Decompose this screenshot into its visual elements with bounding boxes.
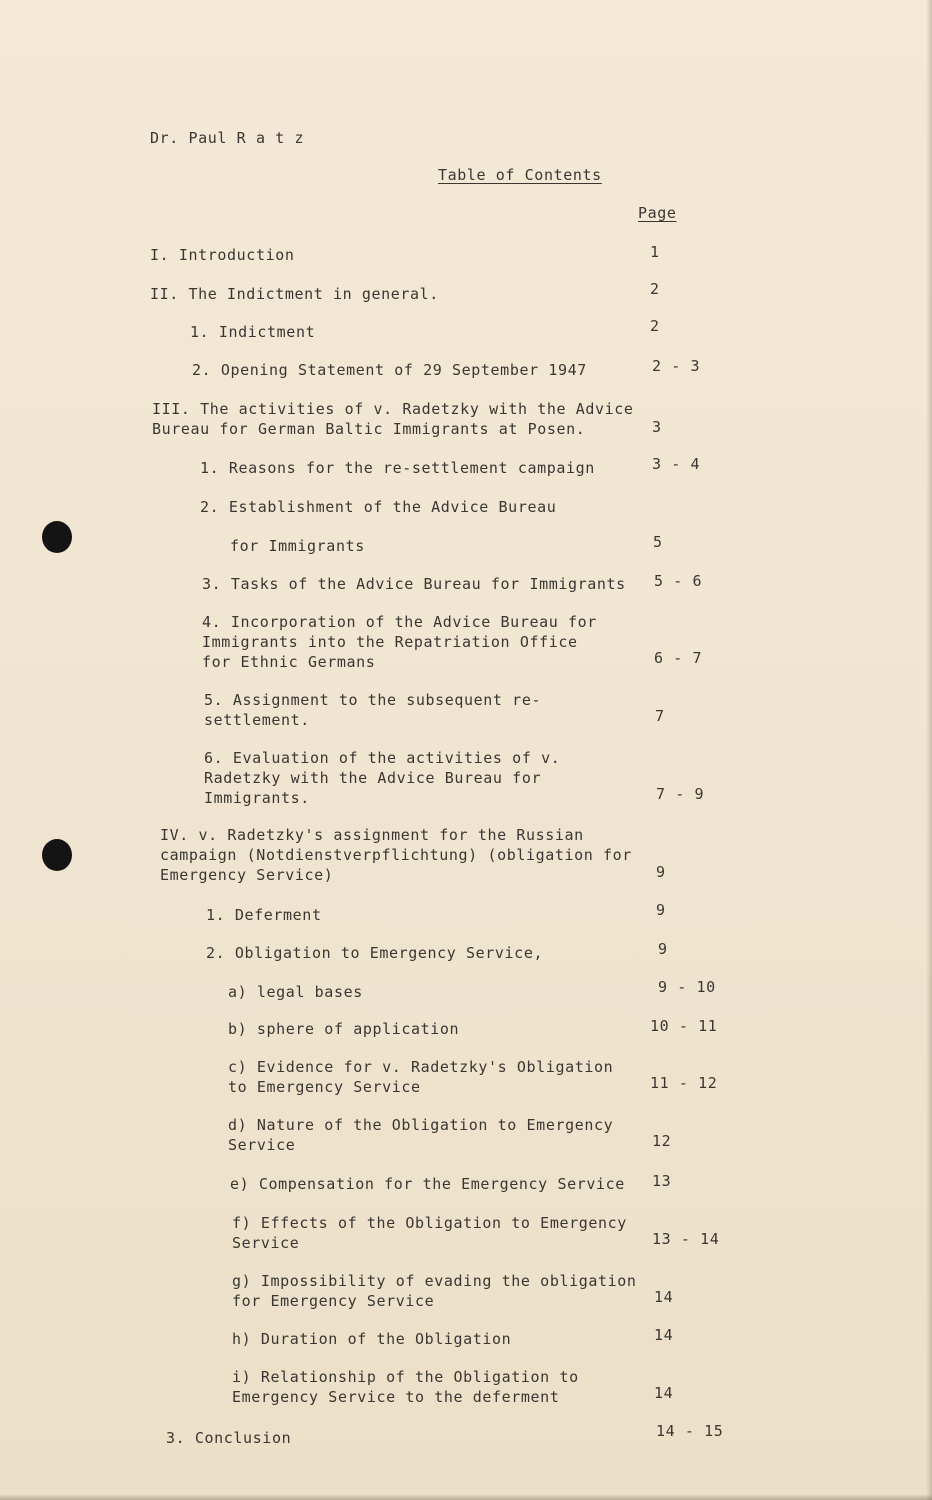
page-column-header: Page (638, 204, 677, 222)
toc-page: 2 - 3 (652, 357, 701, 375)
punch-hole (42, 521, 72, 553)
toc-page: 7 - 9 (656, 785, 705, 803)
toc-entry: 3. Conclusion (166, 1429, 292, 1447)
toc-entry: d) Nature of the Obligation to Emergency Service (228, 1116, 614, 1154)
toc-page: 1 (650, 243, 660, 261)
toc-entry: c) Evidence for v. Radetzky's Obligation to Emergency Service (228, 1058, 614, 1096)
toc-entry: IV. v. Radetzky's assignment for the Russian campaign (Notdienstverpflichtung) (obligation for Emergency Service) (160, 826, 632, 884)
author-name: Dr. Paul R a t z (150, 129, 305, 147)
paper-edge (926, 0, 932, 1500)
toc-page: 5 - 6 (654, 572, 703, 590)
toc-page: 10 - 11 (650, 1017, 718, 1035)
toc-page: 13 (652, 1172, 672, 1190)
toc-entry: i) Relationship of the Obligation to Emergency Service to the deferment (232, 1368, 579, 1406)
toc-entry: III. The activities of v. Radetzky with the Advice Bureau for German Baltic Immigrants at Posen. (152, 400, 634, 438)
toc-entry: 1. Deferment (206, 906, 322, 924)
toc-page: 9 - 10 (658, 978, 716, 996)
toc-entry: 5. Assignment to the subsequent re- settlement. (204, 691, 542, 729)
toc-page: 14 (654, 1288, 674, 1306)
toc-entry: g) Impossibility of evading the obligation for Emergency Service (232, 1272, 637, 1310)
toc-page: 11 - 12 (650, 1074, 718, 1092)
toc-entry: for Immigrants (230, 537, 365, 555)
toc-page: 14 (654, 1384, 674, 1402)
toc-entry: a) legal bases (228, 983, 363, 1001)
toc-page: 14 - 15 (656, 1422, 724, 1440)
toc-entry: 4. Incorporation of the Advice Bureau for Immigrants into the Repatriation Office for Ethnic Germans (202, 613, 597, 671)
toc-page: 5 (653, 533, 663, 551)
toc-entry: e) Compensation for the Emergency Service (230, 1175, 625, 1193)
toc-page: 9 (658, 940, 668, 958)
toc-entry: 6. Evaluation of the activities of v. Radetzky with the Advice Bureau for Immigrants. (204, 749, 561, 807)
toc-entry: 2. Obligation to Emergency Service, (206, 944, 544, 962)
toc-page: 9 (656, 901, 666, 919)
toc-page: 2 (650, 280, 660, 298)
toc-page: 7 (655, 707, 665, 725)
toc-entry: b) sphere of application (228, 1020, 460, 1038)
toc-entry: 1. Reasons for the re-settlement campaign (200, 459, 595, 477)
page-title: Table of Contents (438, 166, 602, 184)
punch-hole (42, 839, 72, 871)
toc-entry: 3. Tasks of the Advice Bureau for Immigrants (202, 575, 626, 593)
toc-page: 13 - 14 (652, 1230, 720, 1248)
toc-entry: f) Effects of the Obligation to Emergency Service (232, 1214, 627, 1252)
toc-page: 6 - 7 (654, 649, 703, 667)
toc-page: 14 (654, 1326, 674, 1344)
toc-entry: h) Duration of the Obligation (232, 1330, 512, 1348)
toc-page: 2 (650, 317, 660, 335)
toc-page: 12 (652, 1132, 672, 1150)
toc-page: 9 (656, 863, 666, 881)
toc-entry: 2. Opening Statement of 29 September 1947 (192, 361, 587, 379)
toc-entry: 1. Indictment (190, 323, 316, 341)
paper-edge-bottom (0, 1494, 932, 1500)
toc-page: 3 - 4 (652, 455, 701, 473)
toc-entry: I. Introduction (150, 246, 295, 264)
toc-entry: II. The Indictment in general. (150, 285, 439, 303)
toc-page: 3 (652, 418, 662, 436)
toc-entry: 2. Establishment of the Advice Bureau (200, 498, 557, 516)
